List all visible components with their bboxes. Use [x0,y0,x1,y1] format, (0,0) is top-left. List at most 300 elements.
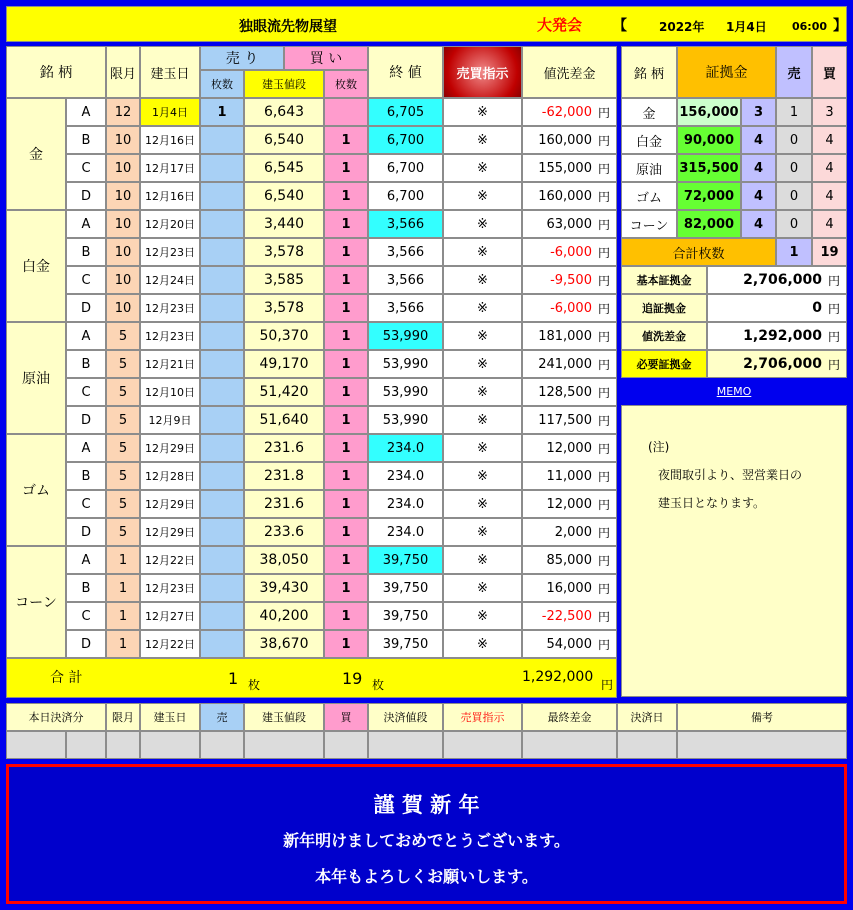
banner-line-2: 本年もよろしくお願いします。 [315,867,538,886]
row-entry-price: 3,440 [244,210,324,238]
header-year: 2022年 [659,20,705,34]
row-diff [522,630,617,658]
row-label: B [66,126,106,154]
margin-total-label: 合計枚数 [621,238,776,266]
row-instruction-mark: ※ [443,630,522,658]
settle-cell[interactable] [106,731,140,759]
margin-brand: コーン [621,210,677,238]
yen-unit: 円 [827,273,840,288]
row-entry-price: 51,420 [244,378,324,406]
banner-line-1: 新年明けましておめでとうございます。 [283,831,570,850]
row-month: 1 [106,574,140,602]
row-buy-count: 1 [324,154,368,182]
row-close-price: 234.0 [368,518,443,546]
row-instruction-mark: ※ [443,378,522,406]
row-diff [522,294,617,322]
row-open-date: 12月9日 [140,406,200,434]
row-instruction-mark: ※ [443,546,522,574]
margin-sell: 0 [776,126,812,154]
margin-multiplier: 4 [741,182,776,210]
summary-value [707,294,847,322]
row-sell-count [200,350,244,378]
row-sell-count [200,238,244,266]
margin-header-buy: 買 [812,46,847,98]
row-buy-count: 1 [324,266,368,294]
commodity-name: コーン [6,546,66,658]
margin-brand: 原油 [621,154,677,182]
row-sell-count [200,490,244,518]
row-open-date: 12月28日 [140,462,200,490]
row-label: C [66,602,106,630]
row-instruction-mark: ※ [443,434,522,462]
settle-cell[interactable] [617,731,677,759]
row-entry-price: 51,640 [244,406,324,434]
row-sell-count [200,154,244,182]
margin-sell: 0 [776,210,812,238]
row-sell-count [200,630,244,658]
row-buy-count [324,98,368,126]
row-month: 5 [106,350,140,378]
row-sell-count [200,546,244,574]
row-buy-count: 1 [324,574,368,602]
row-label: C [66,490,106,518]
summary-value-text: 1,292,000 [743,328,822,344]
row-entry-price: 3,578 [244,238,324,266]
row-month: 5 [106,322,140,350]
row-entry-price: 231.6 [244,434,324,462]
margin-buy: 4 [812,126,847,154]
row-diff [522,266,617,294]
settle-cell[interactable] [200,731,244,759]
bracket-open: 【 [613,18,627,34]
header-sell-count: 枚数 [200,70,244,98]
row-month: 5 [106,378,140,406]
margin-sell: 1 [776,98,812,126]
bracket-close: 】 [833,18,847,34]
row-diff-value: 155,000 [538,160,592,176]
row-buy-count: 1 [324,602,368,630]
row-buy-count: 1 [324,630,368,658]
row-label: D [66,182,106,210]
row-instruction-mark: ※ [443,210,522,238]
margin-brand: 金 [621,98,677,126]
row-close-price: 3,566 [368,294,443,322]
yen-unit: 円 [827,301,840,316]
summary-value [707,322,847,350]
settle-header-sell: 売 [200,703,244,731]
header-time: 06:00 [792,20,828,33]
settle-header-instruction: 売買指示 [443,703,522,731]
summary-value-text: 0 [812,300,822,316]
row-buy-count: 1 [324,294,368,322]
row-close-price: 39,750 [368,630,443,658]
row-open-date: 12月22日 [140,546,200,574]
row-buy-count: 1 [324,434,368,462]
row-sell-count [200,266,244,294]
row-diff-value: 54,000 [546,636,592,652]
header-open-date: 建玉日 [140,46,200,98]
row-entry-price: 6,545 [244,154,324,182]
yen-unit: 円 [597,329,610,344]
row-open-date: 12月23日 [140,294,200,322]
margin-total-buy: 19 [812,238,847,266]
row-buy-count: 1 [324,350,368,378]
row-diff-value: -6,000 [550,244,592,260]
row-close-price: 39,750 [368,546,443,574]
header-buy-count: 枚数 [324,70,368,98]
row-buy-count: 1 [324,546,368,574]
row-sell-count [200,574,244,602]
row-buy-count: 1 [324,490,368,518]
row-entry-price: 3,585 [244,266,324,294]
settle-cell[interactable] [6,731,66,759]
yen-unit: 円 [827,329,840,344]
margin-sell: 0 [776,154,812,182]
row-entry-price: 231.6 [244,490,324,518]
row-close-price: 3,566 [368,210,443,238]
row-month: 1 [106,546,140,574]
settle-header-close-price: 決済値段 [368,703,443,731]
row-diff [522,546,617,574]
settle-header-entry-price: 建玉値段 [244,703,324,731]
yen-unit: 円 [597,301,610,316]
row-diff [522,322,617,350]
row-diff [522,574,617,602]
row-diff-value: 85,000 [546,552,592,568]
row-diff [522,210,617,238]
row-open-date: 1月4日 [140,98,200,126]
row-open-date: 12月10日 [140,378,200,406]
row-open-date: 12月29日 [140,490,200,518]
margin-buy: 3 [812,98,847,126]
row-month: 12 [106,98,140,126]
margin-multiplier: 4 [741,126,776,154]
settle-header-final-diff: 最終差金 [522,703,617,731]
row-instruction-mark: ※ [443,126,522,154]
summary-label: 値洗差金 [621,322,707,350]
row-diff [522,238,617,266]
yen-unit: 円 [597,161,610,176]
margin-amount: 315,500 [677,154,741,182]
row-instruction-mark: ※ [443,294,522,322]
row-sell-count [200,602,244,630]
row-diff [522,378,617,406]
row-diff [522,434,617,462]
row-instruction-mark: ※ [443,462,522,490]
settle-header-open-date: 建玉日 [140,703,200,731]
row-label: B [66,238,106,266]
row-open-date: 12月20日 [140,210,200,238]
row-month: 5 [106,490,140,518]
row-instruction-mark: ※ [443,518,522,546]
row-close-price: 53,990 [368,322,443,350]
margin-amount: 156,000 [677,98,741,126]
row-entry-price: 50,370 [244,322,324,350]
row-close-price: 53,990 [368,406,443,434]
row-sell-count [200,462,244,490]
row-close-price: 6,700 [368,182,443,210]
header-instruction: 売買指示 [443,46,522,98]
row-buy-count: 1 [324,210,368,238]
row-diff [522,490,617,518]
row-open-date: 12月16日 [140,182,200,210]
row-label: A [66,434,106,462]
settle-cell[interactable] [66,731,106,759]
settle-cell[interactable] [244,731,324,759]
row-close-price: 39,750 [368,574,443,602]
row-diff-value: 16,000 [546,580,592,596]
row-close-price: 53,990 [368,378,443,406]
row-diff [522,518,617,546]
row-open-date: 12月23日 [140,238,200,266]
row-instruction-mark: ※ [443,154,522,182]
commodity-name: 白金 [6,210,66,322]
memo-line: 建玉日となります。 [658,496,766,510]
row-sell-count [200,406,244,434]
row-instruction-mark: ※ [443,182,522,210]
row-month: 10 [106,182,140,210]
row-diff-value: -22,500 [541,608,592,624]
yen-unit: 円 [597,357,610,372]
row-diff [522,406,617,434]
row-label: C [66,154,106,182]
row-close-price: 234.0 [368,462,443,490]
row-buy-count: 1 [324,322,368,350]
row-month: 10 [106,294,140,322]
settle-cell[interactable] [368,731,443,759]
margin-brand: ゴム [621,182,677,210]
memo-panel[interactable] [621,405,847,697]
row-diff-value: 241,000 [538,356,592,372]
margin-brand: 白金 [621,126,677,154]
margin-buy: 4 [812,154,847,182]
row-open-date: 12月24日 [140,266,200,294]
row-sell-count [200,294,244,322]
row-buy-count: 1 [324,126,368,154]
summary-value [707,350,847,378]
yen-unit: 円 [597,217,610,232]
margin-amount: 72,000 [677,182,741,210]
margin-header-brand: 銘 柄 [621,46,677,98]
margin-multiplier: 4 [741,210,776,238]
row-sell-count [200,378,244,406]
margin-buy: 4 [812,210,847,238]
row-month: 10 [106,266,140,294]
margin-header-amount: 証拠金 [677,46,776,98]
yen-unit: 円 [597,133,610,148]
settle-header-notes: 備考 [677,703,847,731]
row-month: 10 [106,210,140,238]
row-entry-price: 38,670 [244,630,324,658]
total-buy-unit: 枚 [372,678,385,692]
header-diff: 値洗差金 [522,46,617,98]
row-entry-price: 39,430 [244,574,324,602]
summary-value [707,266,847,294]
summary-label: 基本証拠金 [621,266,707,294]
row-diff-value: 12,000 [546,440,592,456]
header-bar [6,6,847,42]
row-month: 10 [106,238,140,266]
row-diff-value: 11,000 [546,468,592,484]
total-sell-count: 1 [228,669,239,688]
margin-sell: 0 [776,182,812,210]
memo-line: 夜間取引より、翌営業日の [658,468,803,482]
row-label: C [66,378,106,406]
row-label: C [66,266,106,294]
row-entry-price: 3,578 [244,294,324,322]
row-entry-price: 6,540 [244,126,324,154]
settle-cell[interactable] [677,731,847,759]
banner-title: 謹 賀 新 年 [373,793,480,817]
total-sell-unit: 枚 [248,678,261,692]
settle-header-today: 本日決済分 [6,703,106,731]
app-title: 独眼流先物展望 [239,19,337,35]
row-instruction-mark: ※ [443,98,522,126]
row-close-price: 234.0 [368,434,443,462]
row-month: 10 [106,154,140,182]
row-label: B [66,574,106,602]
row-sell-count: 1 [200,98,244,126]
row-entry-price: 40,200 [244,602,324,630]
row-entry-price: 38,050 [244,546,324,574]
yen-unit: 円 [597,469,610,484]
row-diff-value: 128,500 [538,384,592,400]
row-label: B [66,350,106,378]
summary-label: 必要証拠金 [621,350,707,378]
row-close-price: 234.0 [368,490,443,518]
row-month: 1 [106,602,140,630]
row-open-date: 12月23日 [140,322,200,350]
header-close: 終 値 [368,46,443,98]
row-label: D [66,630,106,658]
row-diff-value: -9,500 [550,272,592,288]
summary-value-text: 2,706,000 [743,356,822,372]
row-close-price: 53,990 [368,350,443,378]
row-open-date: 12月23日 [140,574,200,602]
summary-value-text: 2,706,000 [743,272,822,288]
row-diff-value: 12,000 [546,496,592,512]
row-close-price: 39,750 [368,602,443,630]
row-close-price: 6,705 [368,98,443,126]
yen-unit: 円 [597,245,610,260]
row-diff [522,182,617,210]
yen-unit: 円 [597,105,610,120]
row-diff-value: -62,000 [541,104,592,120]
margin-amount: 90,000 [677,126,741,154]
row-entry-price: 49,170 [244,350,324,378]
total-buy-count: 19 [342,669,363,688]
yen-unit: 円 [597,385,610,400]
yen-unit: 円 [597,609,610,624]
row-buy-count: 1 [324,182,368,210]
row-open-date: 12月16日 [140,126,200,154]
row-instruction-mark: ※ [443,322,522,350]
row-label: D [66,518,106,546]
row-sell-count [200,182,244,210]
row-diff [522,126,617,154]
row-label: D [66,406,106,434]
row-buy-count: 1 [324,462,368,490]
row-instruction-mark: ※ [443,406,522,434]
settle-cell[interactable] [140,731,200,759]
settle-header-settle-date: 決済日 [617,703,677,731]
row-diff-value: -6,000 [550,300,592,316]
row-buy-count: 1 [324,378,368,406]
row-entry-price: 6,643 [244,98,324,126]
row-label: A [66,322,106,350]
memo-link[interactable] [621,381,847,401]
row-month: 5 [106,462,140,490]
row-diff [522,154,617,182]
row-month: 10 [106,126,140,154]
row-month: 5 [106,434,140,462]
row-month: 5 [106,518,140,546]
row-diff [522,462,617,490]
row-open-date: 12月22日 [140,630,200,658]
row-label: D [66,294,106,322]
yen-unit: 円 [597,637,610,652]
row-sell-count [200,322,244,350]
yen-unit: 円 [597,441,610,456]
settle-cell[interactable] [522,731,617,759]
row-open-date: 12月17日 [140,154,200,182]
row-month: 1 [106,630,140,658]
margin-multiplier: 3 [741,98,776,126]
yen-unit: 円 [827,357,840,372]
row-open-date: 12月29日 [140,434,200,462]
settle-cell[interactable] [324,731,368,759]
row-month: 5 [106,406,140,434]
memo-title[interactable]: MEMO [716,384,752,398]
settle-header-buy: 買 [324,703,368,731]
row-open-date: 12月21日 [140,350,200,378]
yen-unit: 円 [597,525,610,540]
row-buy-count: 1 [324,518,368,546]
margin-header-sell: 売 [776,46,812,98]
row-label: A [66,98,106,126]
commodity-name: ゴム [6,434,66,546]
new-year-banner [6,764,847,904]
yen-unit: 円 [597,413,610,428]
summary-label: 追証拠金 [621,294,707,322]
total-yen: 円 [601,678,614,692]
row-label: A [66,210,106,238]
row-entry-price: 233.6 [244,518,324,546]
row-open-date: 12月27日 [140,602,200,630]
header-date: 1月4日 [726,20,767,34]
row-sell-count [200,126,244,154]
row-instruction-mark: ※ [443,238,522,266]
row-diff [522,602,617,630]
row-diff-value: 160,000 [538,188,592,204]
row-buy-count: 1 [324,406,368,434]
total-diff: 1,292,000 [522,669,594,685]
row-sell-count [200,210,244,238]
margin-total-sell: 1 [776,238,812,266]
row-close-price: 3,566 [368,266,443,294]
row-buy-count: 1 [324,238,368,266]
header-sell: 売 り [200,46,284,70]
yen-unit: 円 [597,553,610,568]
event-label: 大発会 [537,16,583,34]
memo-line: (注) [648,440,670,454]
row-entry-price: 231.8 [244,462,324,490]
settle-cell[interactable] [443,731,522,759]
row-instruction-mark: ※ [443,266,522,294]
row-instruction-mark: ※ [443,490,522,518]
row-diff-value: 160,000 [538,132,592,148]
row-instruction-mark: ※ [443,602,522,630]
